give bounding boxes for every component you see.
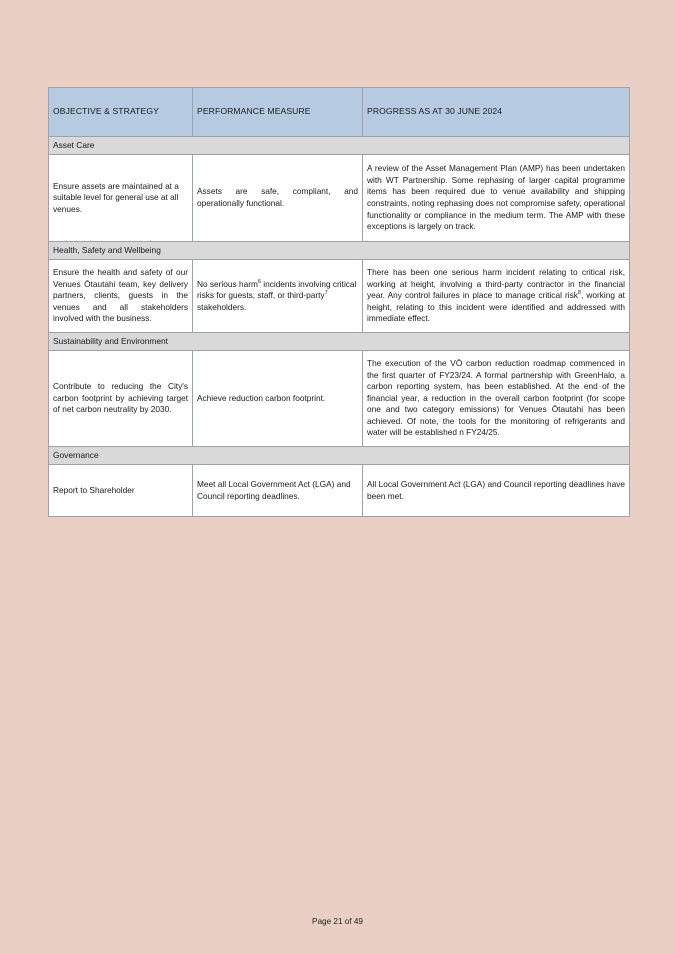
table-header-row <box>49 88 630 137</box>
section-title: Governance <box>49 447 630 465</box>
progress-cell: A review of the Asset Management Plan (AMP) has been undertaken with WT Partnership. Some rephasing of larger capital programme items has been required due to venue availability and shipping constraints, noting rephasing does not compromise safety, operational functionality or compliance in the medium term. The AMP with these exceptions is largely on track. <box>363 155 630 242</box>
table-row <box>49 155 630 242</box>
progress-text-part: , working at height, relating to this incident were identified and addressed with immediate effect. <box>367 290 625 324</box>
measure-cell: Meet all Local Government Act (LGA) and Council reporting deadlines. <box>193 465 363 517</box>
progress-cell: All Local Government Act (LGA) and Council reporting deadlines have been met. <box>363 465 630 517</box>
measure-text-part: incidents involving critical risks for guests, staff, or third-party <box>197 278 357 301</box>
progress-text-part: There has been one serious harm incident relating to critical risk, working at height, involving a third-party contractor in the financial year. Any control failures in place to manage critical risk <box>367 267 625 301</box>
table-row <box>49 465 630 517</box>
page-number: Page 21 of 49 <box>312 917 363 926</box>
section-row-health-safety <box>49 242 630 260</box>
performance-table <box>48 87 630 517</box>
section-title: Health, Safety and Wellbeing <box>49 242 630 260</box>
section-row-sustainability <box>49 333 630 351</box>
header-performance-measure: PERFORMANCE MEASURE <box>193 88 363 137</box>
footnote-ref: 8 <box>577 290 581 297</box>
section-row-governance <box>49 447 630 465</box>
progress-cell: The execution of the VŌ carbon reduction roadmap commenced in the first quarter of FY23/24. A formal partnership with GreenHalo, a carbon reporting system, has been established. At the end of the financial year, a reduction in the overall carbon footprint (for scope one and two category emissions) for Venues Ōtautahi has been achieved. Of note, the tools for the monitoring of refrigerants and water will be established n FY24/25. <box>363 351 630 447</box>
objective-cell: Ensure assets are maintained at a suitable level for general use at all venues. <box>49 155 193 242</box>
header-objective-strategy: OBJECTIVE & STRATEGY <box>49 88 193 137</box>
progress-cell <box>363 260 630 333</box>
table-row <box>49 351 630 447</box>
footnote-ref: 6 <box>257 278 261 285</box>
measure-cell: Assets are safe, compliant, and operationally functional. <box>193 155 363 242</box>
measure-cell: Achieve reduction carbon footprint. <box>193 351 363 447</box>
measure-cell <box>193 260 363 333</box>
objective-cell: Report to Shareholder <box>49 465 193 517</box>
measure-text-part: No serious harm <box>197 278 258 289</box>
table-row <box>49 260 630 333</box>
section-title: Sustainability and Environment <box>49 333 630 351</box>
objective-cell: Ensure the health and safety of our Venues Ōtautahi team, key delivery partners, clients, guests in the venues and all stakeholders involved with the business. <box>49 260 193 333</box>
section-row-asset-care <box>49 137 630 155</box>
footnote-ref: 7 <box>324 290 328 297</box>
header-progress: PROGRESS AS AT 30 JUNE 2024 <box>363 88 630 137</box>
section-title: Asset Care <box>49 137 630 155</box>
objective-cell: Contribute to reducing the City's carbon footprint by achieving target of net carbon neutrality by 2030. <box>49 351 193 447</box>
measure-text-part: stakeholders. <box>197 301 247 312</box>
